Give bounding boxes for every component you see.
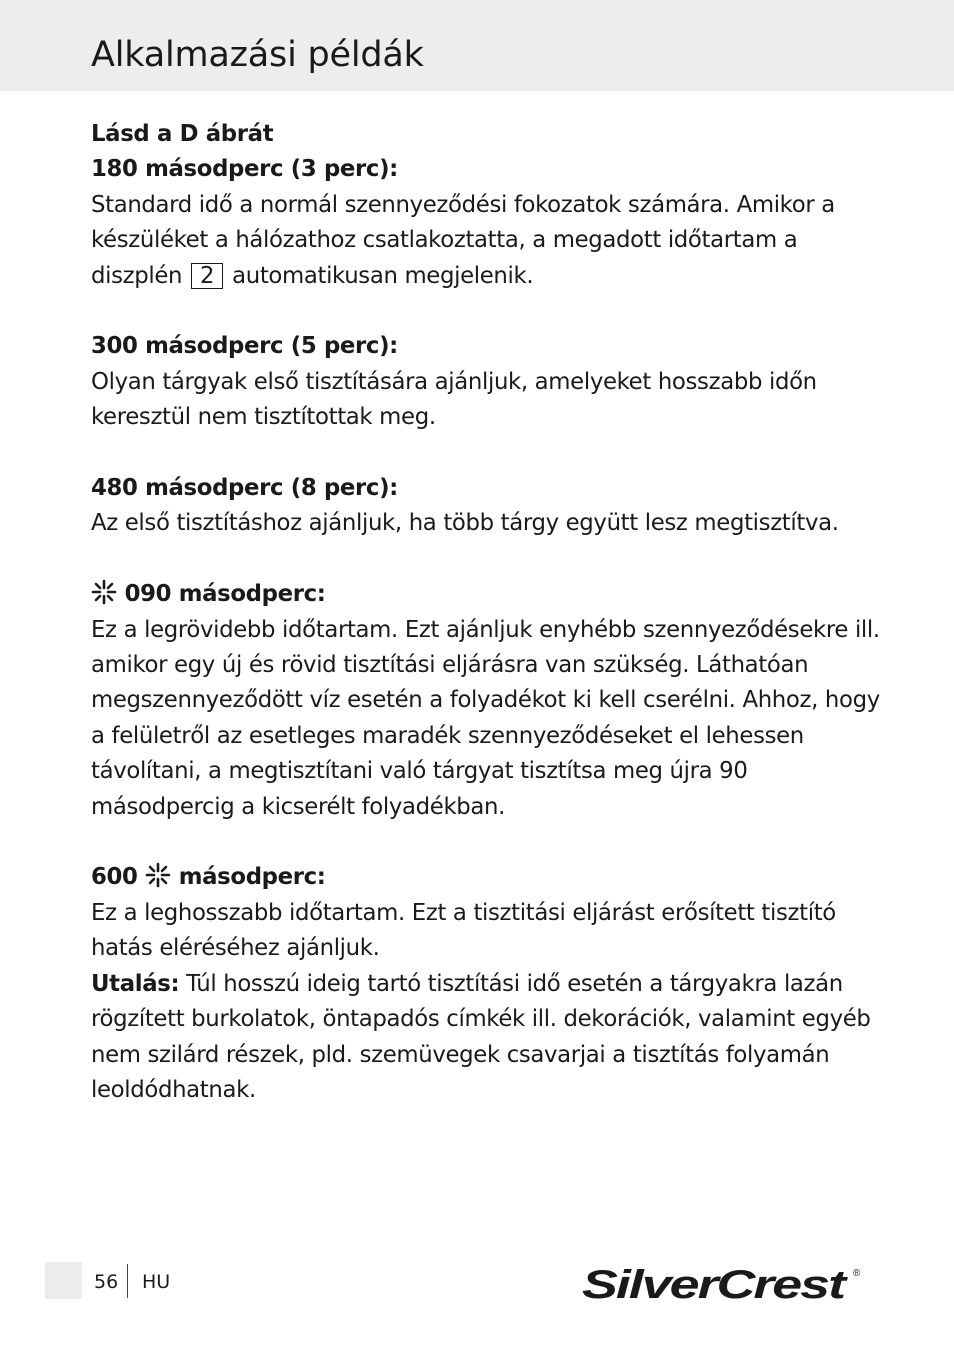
sparkle-clean-icon — [91, 579, 117, 605]
section-600-heading-suffix: másodperc: — [178, 864, 326, 891]
section-090-heading-line — [91, 577, 881, 612]
section-300-text: Olyan tárgyak első tisztítására ajánljuk, amelyeket hosszabb időn keresztül nem tisztítottak meg. — [91, 368, 817, 431]
section-600-note — [91, 967, 881, 1109]
section-090-heading: 090 másodperc: — [124, 581, 326, 608]
note-text: Túl hosszú ideig tartó tisztítási idő esetén a tárgyakra lazán rögzített burkolatok, öntapadós címkék ill. dekorációk, valamint egyéb nem szilárd részek, pld. szemüvegek csavarjai a tisztítás folyamán leoldódhatnak. — [91, 970, 871, 1103]
section-180-text-before: Standard idő a normál szennyeződési fokozatok számára. Amikor a készüléket a hálózathoz csatlakoztatta, a megadott időtartam a diszplén — [91, 191, 835, 289]
figure-reference: Lásd a D ábrát — [91, 121, 274, 147]
section-180-text — [91, 188, 881, 294]
page-header — [0, 0, 954, 91]
display-reference-box: 2 — [191, 263, 223, 289]
brand-registered-mark: ® — [853, 1268, 861, 1279]
page-number: 56 — [94, 1271, 119, 1293]
footer-tab-marker — [45, 1262, 82, 1299]
section-180-text-after: automatikusan megjelenik. — [232, 262, 534, 289]
language-code: HU — [142, 1271, 171, 1293]
page-content — [91, 117, 881, 1108]
section-600-text: Ez a leghosszabb időtartam. Ezt a tisztitási eljárást erősített tisztító hatás eléréséhez ajánljuk. — [91, 899, 836, 962]
section-180-heading: 180 másodperc (3 perc): — [91, 156, 398, 183]
silvercrest-logo — [582, 1262, 864, 1304]
section-600-heading-line — [91, 860, 881, 895]
section-300-heading: 300 másodperc (5 perc): — [91, 333, 398, 360]
section-090-text: Ez a legrövidebb időtartam. Ezt ajánljuk enyhébb szennyeződésekre ill. amikor egy új és rövid tisztítási eljárásra van szükség. Láthatóan megszennyeződött víz esetén a folyadékot ki kell cserélni. Ahhoz, hogy a felületről az esetleges maradék szennyeződéseket el lehessen távolítani, a megtisztítani való tárgyat tisztítsa meg újra 90 másodpercig a kicserélt folyadékban. — [91, 616, 880, 820]
sparkle-clean-icon — [145, 862, 171, 888]
page-title: Alkalmazási példák — [91, 35, 424, 75]
brand-wordmark: SilverCrest — [582, 1263, 849, 1304]
footer-divider — [127, 1264, 128, 1298]
section-480-text: Az első tisztításhoz ajánljuk, ha több tárgy együtt lesz megtisztítva. — [91, 510, 839, 537]
section-600-heading-prefix: 600 — [91, 864, 138, 891]
section-480-heading: 480 másodperc (8 perc): — [91, 475, 398, 502]
note-label: Utalás: — [91, 970, 180, 997]
